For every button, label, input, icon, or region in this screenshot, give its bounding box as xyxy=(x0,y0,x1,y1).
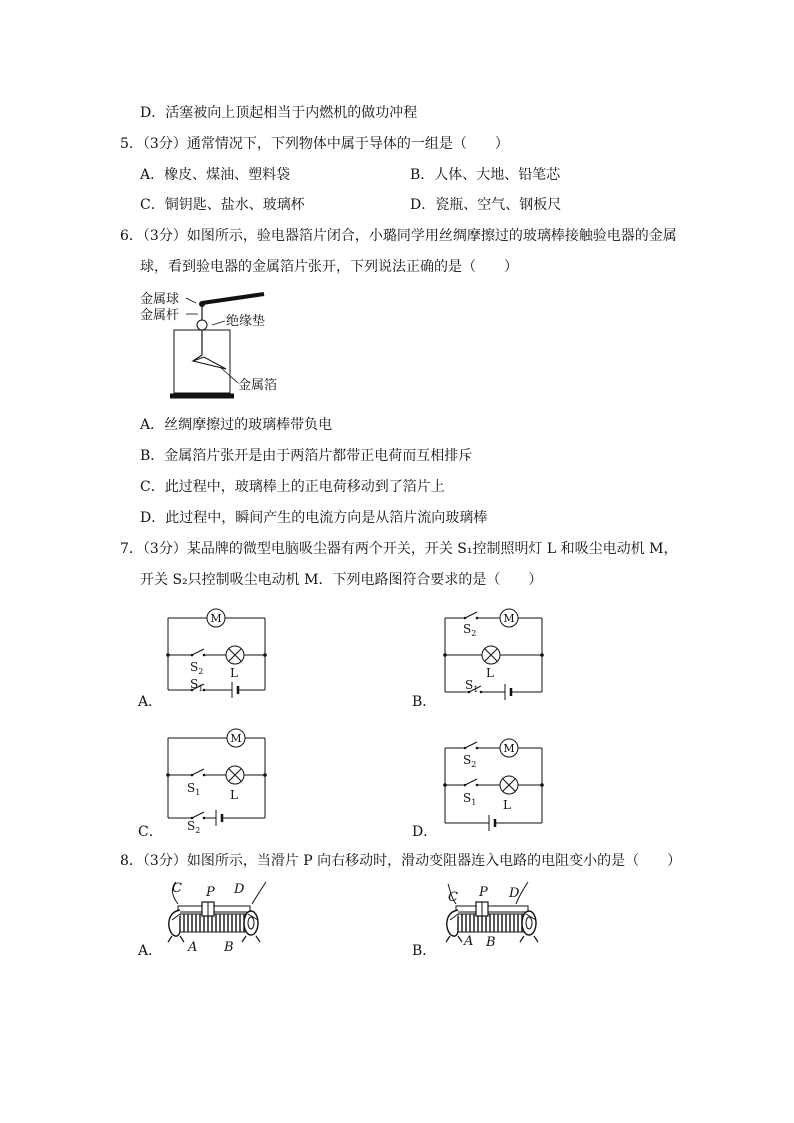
switch-label: $S_2$ xyxy=(463,753,477,769)
q7-option-c-label: C． xyxy=(138,824,163,840)
terminal-d-label: D xyxy=(234,882,245,897)
motor-label: M xyxy=(503,612,515,625)
q7-option-d-label: D． xyxy=(412,824,438,840)
q5-option-a: A．橡皮、煤油、塑料袋 xyxy=(140,167,291,183)
q6-stem-line2: 球，看到验电器的金属箔片张开，下列说法正确的是（ ） xyxy=(140,259,518,275)
slider-p-label: P xyxy=(479,885,488,900)
q7-option-b-label: B． xyxy=(412,694,437,710)
switch-label: $S_1$ xyxy=(187,781,201,797)
rheostat-a xyxy=(158,880,278,955)
q7-stem-line2: 开关 S₂只控制吸尘电动机 M．下列电路图符合要求的是（ ） xyxy=(140,572,543,588)
q5-option-c: C．铜钥匙、盐水、玻璃杯 xyxy=(140,197,305,213)
q6-option-b: B．金属箔片张开是由于两箔片都带正电荷而互相排斥 xyxy=(140,448,473,464)
circuit-c xyxy=(160,723,275,833)
circuit-a xyxy=(160,600,275,700)
motor-label: M xyxy=(503,742,515,755)
switch-label: $S_1$ xyxy=(463,791,477,807)
switch-label: $S_1$ xyxy=(190,677,204,693)
q5-stem: 5．（3分）通常情况下，下列物体中属于导体的一组是（ ） xyxy=(120,136,509,152)
label-metal-foil: 金属箔 xyxy=(238,378,278,393)
label-metal-ball: 金属球 xyxy=(140,292,180,307)
rheostat-b xyxy=(436,880,556,955)
q8-stem: 8．（3分）如图所示，当滑片 P 向右移动时，滑动变阻器连入电路的电阻变小的是（ ） xyxy=(120,853,682,869)
switch-label: $S_2$ xyxy=(190,660,204,676)
switch-label: $S_1$ xyxy=(465,678,479,694)
switch-label: $S_2$ xyxy=(187,819,201,835)
q5-option-b: B．人体、大地、铅笔芯 xyxy=(410,167,561,183)
lamp-label: L xyxy=(230,788,238,802)
electroscope-figure xyxy=(130,285,290,405)
terminal-b-label: B xyxy=(224,940,234,955)
circuit-d xyxy=(437,723,552,833)
motor-label: M xyxy=(210,612,222,625)
q4-option-d: D．活塞被向上顶起相当于内燃机的做功冲程 xyxy=(140,105,418,121)
slider-p-label: P xyxy=(206,885,215,900)
lamp-label: L xyxy=(503,798,511,812)
terminal-c-label: C xyxy=(172,881,182,896)
q8-option-a-label: A． xyxy=(138,943,163,959)
q6-stem-line1: 6．（3分）如图所示，验电器箔片闭合，小璐同学用丝绸摩擦过的玻璃棒接触验电器的金属 xyxy=(120,228,677,244)
q7-stem-line1: 7．（3分）某品牌的微型电脑吸尘器有两个开关，开关 S₁控制照明灯 L 和吸尘电动机 M， xyxy=(120,541,678,557)
switch-label: $S_2$ xyxy=(463,622,477,638)
q6-option-a: A．丝绸摩擦过的玻璃棒带负电 xyxy=(140,417,333,433)
terminal-d-label: D xyxy=(509,886,520,901)
q5-option-d: D．瓷瓶、空气、钢板尺 xyxy=(410,197,562,213)
lamp-label: L xyxy=(230,666,238,680)
q8-option-b-label: B． xyxy=(412,943,437,959)
terminal-b-label: B xyxy=(486,935,496,950)
terminal-c-label: C xyxy=(448,890,458,905)
motor-label: M xyxy=(230,732,242,745)
q6-option-d: D．此过程中，瞬间产生的电流方向是从箔片流向玻璃棒 xyxy=(140,510,488,526)
label-insulating-pad: 绝缘垫 xyxy=(226,314,266,329)
lamp-label: L xyxy=(486,666,494,680)
terminal-a-label: A xyxy=(464,934,474,949)
circuit-b xyxy=(437,600,552,700)
label-metal-rod: 金属杆 xyxy=(140,308,180,323)
q6-option-c: C．此过程中，玻璃棒上的正电荷移动到了箔片上 xyxy=(140,479,445,495)
terminal-a-label: A xyxy=(188,940,198,955)
q7-option-a-label: A． xyxy=(138,694,163,710)
